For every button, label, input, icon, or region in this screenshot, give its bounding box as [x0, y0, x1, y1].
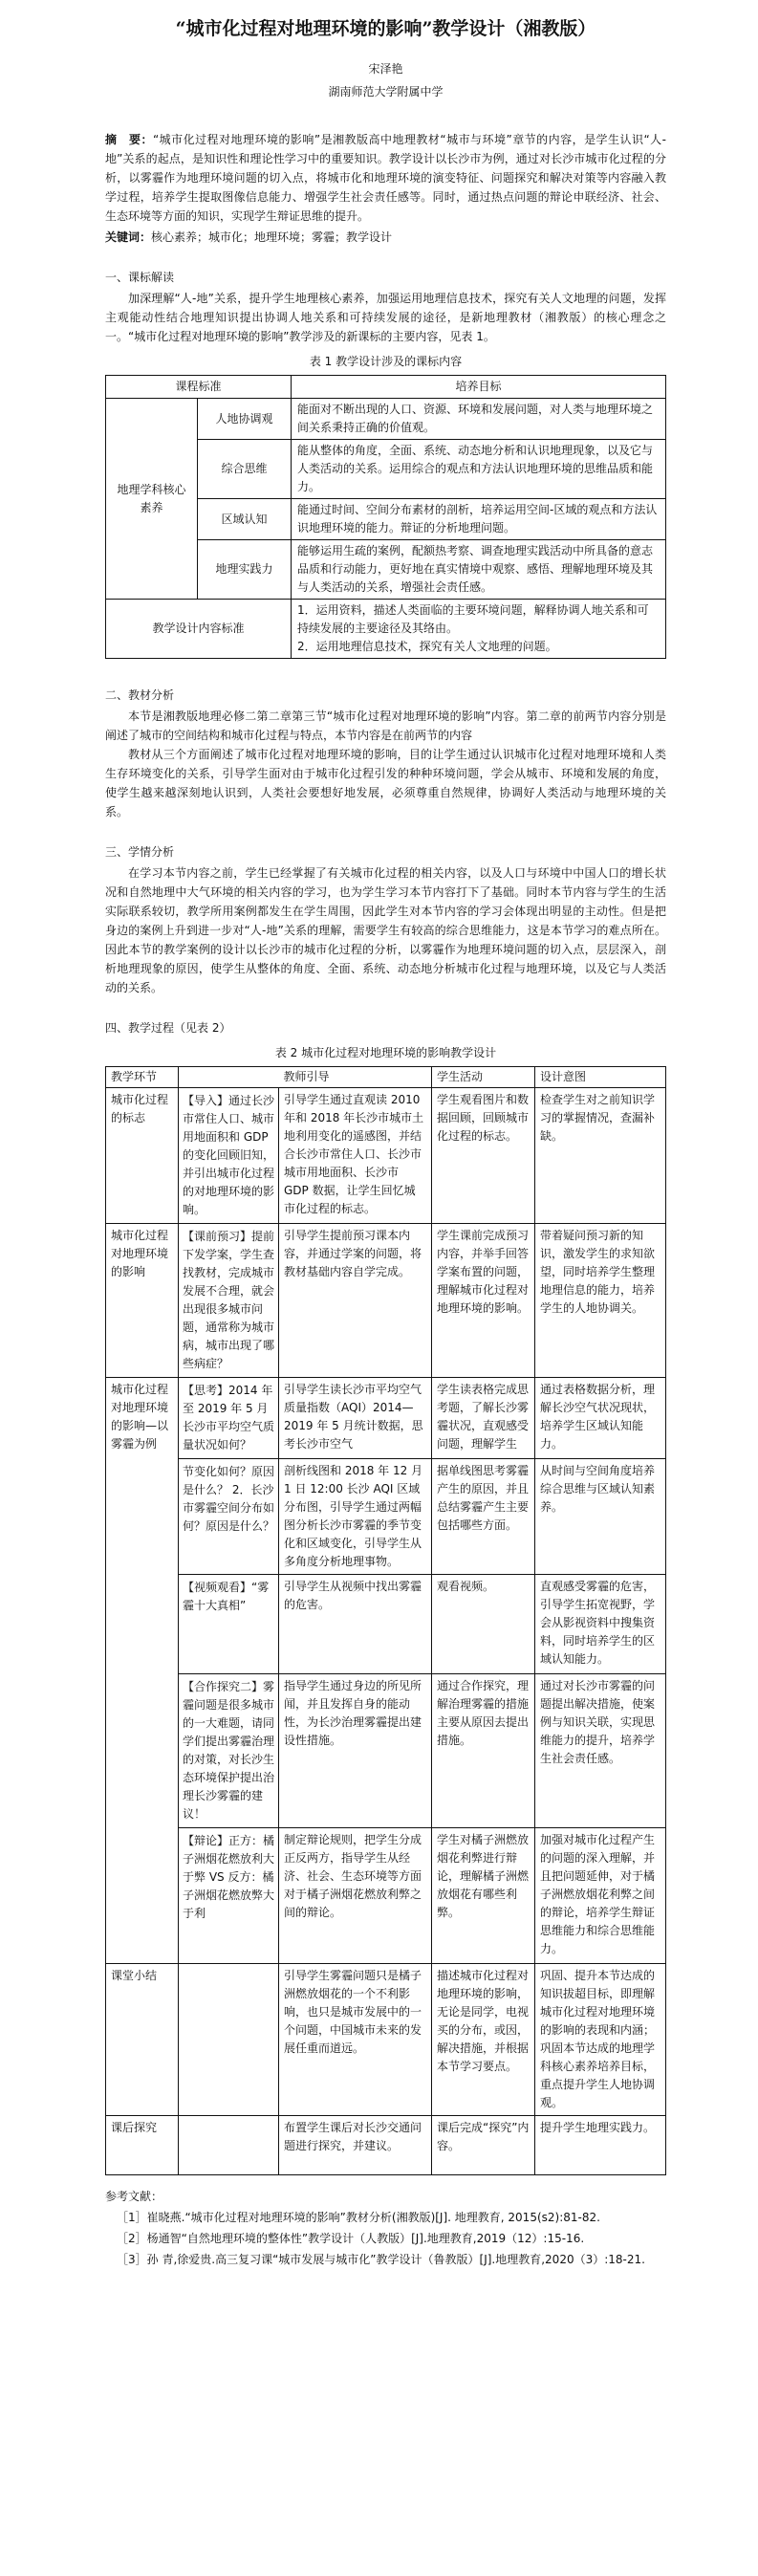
table-2-teacher-cell: 制定辩论规则，把学生分成正反两方，指导学生从经济、社会、生态环境等方面对于橘子洲烟花燃放利弊之间的辩论。	[279, 1828, 432, 1964]
table-1-row-text	[292, 600, 666, 659]
table-2-design-cell: 巩固、提升本节达成的知识拔超目标，即理解城市化过程对地理环境的影响的表现和内涵；巩固本节达成的地理学科核心素养培养目标，重点提升学生人地协调观。	[535, 1964, 666, 2116]
table-1-row-name: 人地协调观	[198, 399, 292, 440]
table-2-teacher-cell: 引导学生通过直观读 2010 年和 2018 年长沙市城市土地利用变化的遥感图，并结合长沙市常住人口、长沙市城市用地面积、长沙市 GDP 数据，让学生回忆城市化过程的标志。	[279, 1088, 432, 1224]
table-2-student-cell: 观看视频。	[432, 1575, 535, 1674]
table-1-header-row	[106, 376, 666, 399]
table-1-group-label: 地理学科核心素养	[106, 399, 198, 600]
section-3-paragraph: 在学习本节内容之前，学生已经掌握了有关城市化过程的相关内容，以及人口与环境中中国人口的增长状况和自然地理中大气环境的相关内容的学习，也为学生学习本节内容打下了基础。同时本节内容与学生的生活实际联系较切，教学所用案例都发生在学生周围，因此学生对本节内容的学习会体现出明显的主动性。但是把身边的案例上升到进一步对“人-地”关系的理解，需要学生有较高的综合思维能力，这是本节学习的难点所在。因此本节的教学案例的设计以长沙市的城市化过程的分析，以雾霾作为地理环境问题的切入点，层层深入，剖析地理现象的原因，使学生从整体的角度、全面、系统、动态地分析城市化过程与地理环境，以及它与人类活动的关系。	[105, 866, 666, 994]
table-1	[105, 375, 666, 659]
table-2-content-cell: 【辩论】正方：橘子洲烟花燃放利大于弊 VS 反方：橘子洲烟花燃放弊大于利	[179, 1828, 279, 1964]
table-2-teacher-cell: 引导学生提前预习课本内容，并通过学案的问题，将教材基础内容自学完成。	[279, 1224, 432, 1378]
keywords	[105, 228, 666, 247]
table-1-caption: 表 1 教学设计涉及的课标内容	[309, 355, 463, 368]
table-2-design-cell: 从时间与空间角度培养综合思维与区域认知素养。	[535, 1459, 666, 1575]
references	[105, 2187, 666, 2269]
section-2-paragraph-2: 教材从三个方面阐述了城市化过程对地理环境的影响，目的让学生通过认识城市化过程对地理环境和人类生存环境变化的关系，引导学生面对由于城市化过程引发的种种环境问题，学会从城市、环境和发展的角度，使学生越来越深刻地认识到，人类社会要想好地发展，必须尊重自然规律，协调好人类活动与地理环境的关系。	[105, 748, 666, 819]
table-1-row-text: 能通过时间、空间分布素材的剖析，培养运用空间-区域的观点和方法认识地理环境的能力。辩证的分析地理问题。	[292, 499, 666, 540]
abstract-text: “城市化过程对地理环境的影响”是湘教版高中地理教材“城市与环境”章节的内容，是学生认识“人-地”关系的起点，是知识性和理论性学习中的重要知识。教学设计以长沙市为例，通过对长沙市城市化过程的分析，以雾霾作为地理环境问题的切入点，将城市化和地理环境的演变特征、问题探究和解决对策等内容融入教学过程，培养学生提取图像信息能力、增强学生社会责任感等。同时，通过热点问题的辩论申联经济、社会、生态环境等方面的知识，实现学生辩证思维的提升。	[105, 133, 666, 223]
table-2-teacher-cell: 剖析线图和 2018 年 12 月 1 日 12:00 长沙 AQI 区域分布图，引导学生通过两幅图分析长沙市雾霾的季节变化和区域变化，引导学生从多角度分析地理事物。	[279, 1459, 432, 1575]
table-1-row-name: 地理实践力	[198, 540, 292, 600]
table-2-teacher-cell: 引导学生读长沙市平均空气质量指数（AQI）2014—2019 年 5 月统计数据，思考长沙市空气	[279, 1378, 432, 1459]
table-2-stage-cell: 城市化过程的标志	[106, 1088, 179, 1224]
table-row	[106, 1459, 666, 1575]
table-row	[106, 1828, 666, 1964]
table-2-design-cell: 检查学生对之前知识学习的掌握情况，查漏补缺。	[535, 1088, 666, 1224]
table-2-header-cell: 学生活动	[432, 1067, 535, 1088]
table-2-student-cell: 学生课前完成预习内容，并举手回答学案布置的问题，理解城市化过程对地理环境的影响。	[432, 1224, 535, 1378]
document-title: “城市化过程对地理环境的影响”教学设计（湘教版）	[175, 18, 596, 39]
table-2-teacher-cell: 布置学生课后对长沙交通问题进行探究，并建议。	[279, 2116, 432, 2175]
section-heading-1: 一、课标解读	[105, 271, 175, 284]
table-2-header-spacer	[179, 1067, 279, 1088]
table-2	[105, 1066, 666, 2175]
table-2-header-cell: 教学环节	[106, 1067, 179, 1088]
table-2-student-cell: 学生观看图片和数据回顾，回顾城市化过程的标志。	[432, 1088, 535, 1224]
table-2-design-cell: 直观感受雾霾的危害，引导学生拓宽视野，学会从影视资料中搜集资料，同时培养学生的区域认知能力。	[535, 1575, 666, 1674]
keywords-label: 关键词：	[105, 230, 152, 244]
table-2-student-cell: 课后完成“探究”内容。	[432, 2116, 535, 2175]
abstract-label: 摘 要：	[105, 133, 153, 146]
section-heading-2: 二、教材分析	[105, 688, 175, 702]
table-1-line: 2．运用地理信息技术，探究有关人文地理的问题。	[297, 640, 557, 653]
section-2-paragraph-1: 本节是湘教版地理必修二第二章第三节“城市化过程对地理环境的影响”内容。第二章的前两节内容分别是阐述了城市的空间结构和城市化过程与特点，本节内容是在前两节的内容	[105, 709, 666, 742]
table-2-design-cell: 带着疑问预习新的知识，激发学生的求知欲望，同时培养学生整理地理信息的能力，培养学生的人地协调关。	[535, 1224, 666, 1378]
table-2-content-cell	[179, 2116, 279, 2175]
reference-item: ［3］孙 青,徐爱贵.高三复习课“城市发展与城市化”教学设计（鲁教版）[J].地理教育,2020（3）:18-21.	[117, 2253, 645, 2266]
table-2-student-cell: 通过合作探究，理解治理雾霾的措施主要从原因去提出措施。	[432, 1674, 535, 1828]
table-2-student-cell: 据单线图思考雾霾产生的原因，并且总结雾霾产生主要包括哪些方面。	[432, 1459, 535, 1575]
table-2-teacher-cell: 引导学生雾霾问题只是橘子洲燃放烟花的一个不利影响，也只是城市发展中的一个问题，中国城市未来的发展任重而道远。	[279, 1964, 432, 2116]
table-2-content-cell: 【课前预习】提前下发学案，学生查找教材，完成城市发展不合理，就会出现很多城市问题，通常称为城市病，城市出现了哪些病症？	[179, 1224, 279, 1378]
table-1-row-text: 能从整体的角度，全面、系统、动态地分析和认识地理现象，以及它与人类活动的关系。运用综合的观点和方法认识地理环境的思维品质和能力。	[292, 440, 666, 499]
table-row	[106, 600, 666, 659]
table-2-design-cell: 通过对长沙市雾霾的问题提出解决措施，使案例与知识关联，实现思维能力的提升，培养学生社会责任感。	[535, 1674, 666, 1828]
table-2-teacher-cell: 指导学生通过身边的所见所闻，并且发挥自身的能动性，为长沙治理雾霾提出建设性措施。	[279, 1674, 432, 1828]
table-2-caption: 表 2 城市化过程对地理环境的影响教学设计	[274, 1046, 497, 1059]
table-1-row-name: 综合思维	[198, 440, 292, 499]
table-row	[106, 1575, 666, 1674]
abstract	[105, 130, 666, 226]
table-2-header-row	[106, 1067, 666, 1088]
section-heading-3: 三、学情分析	[105, 845, 175, 859]
table-2-student-cell: 描述城市化过程对地理环境的影响，无论是同学，电视买的分布，或因，解决措施，并根据本节学习要点。	[432, 1964, 535, 2116]
table-1-row-name: 区域认知	[198, 499, 292, 540]
table-2-content-cell	[179, 1964, 279, 2116]
reference-item: ［2］杨通智“自然地理环境的整体性”教学设计（人教版）[J].地理教育,2019（12）:15-16.	[117, 2232, 585, 2245]
table-row	[106, 1378, 666, 1459]
table-2-stage-cell: 课后探究	[106, 2116, 179, 2175]
table-1-row-text: 能面对不断出现的人口、资源、环境和发展问题，对人类与地理环境之间关系秉持正确的价值观。	[292, 399, 666, 440]
table-2-stage-cell: 城市化过程对地理环境的影响—以雾霾为例	[106, 1378, 179, 1964]
table-2-student-cell: 学生读表格完成思考题，了解长沙雾霾状况，直观感受问题，理解学生	[432, 1378, 535, 1459]
table-1-row-name: 教学设计内容标准	[106, 600, 292, 659]
table-1-header-cell: 课程标准	[106, 376, 292, 399]
table-row	[106, 399, 666, 440]
table-row	[106, 2116, 666, 2175]
table-2-teacher-cell: 引导学生从视频中找出雾霾的危害。	[279, 1575, 432, 1674]
author-affiliation: 湖南师范大学附属中学	[328, 85, 444, 98]
keywords-text: 核心素养；城市化；地理环境；雾霾；教学设计	[151, 230, 393, 244]
table-2-design-cell: 通过表格数据分析，理解长沙空气状况现状，培养学生区域认知能力。	[535, 1378, 666, 1459]
table-2-stage-cell: 课堂小结	[106, 1964, 179, 2116]
table-row	[106, 1224, 666, 1378]
table-2-content-cell: 【导入】通过长沙市常住人口、城市用地面积和 GDP 的变化回顾旧知，并引出城市化过程的对地理环境的影响。	[179, 1088, 279, 1224]
table-row	[106, 1964, 666, 2116]
table-2-header-cell: 教师引导	[279, 1067, 432, 1088]
author-name: 宋泽艳	[368, 62, 403, 76]
table-2-content-cell: 【合作探究二】雾霾问题是很多城市的一大难题，请同学们提出雾霾治理的对策，对长沙生态环境保护提出治理长沙雾霾的建议！	[179, 1674, 279, 1828]
table-row	[106, 1088, 666, 1224]
table-2-content-cell: 【视频观看】“雾霾十大真相”	[179, 1575, 279, 1674]
table-2-content-cell: 【思考】2014 年至 2019 年 5 月长沙市平均空气质量状况如何？	[179, 1378, 279, 1459]
table-2-body	[106, 1088, 666, 2175]
section-1-paragraph: 加深理解“人-地”关系，提升学生地理核心素养，加强运用地理信息技术，探究有关人文地理的问题，发挥主观能动性结合地理知识提出协调人地关系和可持续发展的途径，是新地理教材（湘教版）的核心理念之一。“城市化过程对地理环境的影响”教学涉及的新课标的主要内容，见表 1。	[105, 292, 666, 343]
table-1-row-text: 能够运用生疏的案例，配额热考察、调查地理实践活动中所具备的意志品质和行动能力，更好地在真实情境中观察、感悟、理解地理环境及其与人类活动的关系，增强社会责任感。	[292, 540, 666, 600]
section-heading-4: 四、教学过程（见表 2）	[105, 1021, 231, 1035]
table-row	[106, 1674, 666, 1828]
table-2-header-cell: 设计意图	[535, 1067, 666, 1088]
table-1-header-cell: 培养目标	[292, 376, 666, 399]
table-2-design-cell: 加强对城市化过程产生的问题的深入理解，并且把问题延伸，对于橘子洲燃放烟花利弊之间的辩论，培养学生辩证思维能力和综合思维能力。	[535, 1828, 666, 1964]
reference-item: ［1］崔晓燕.“城市化过程对地理环境的影响”教材分析(湘教版)[J]. 地理教育, 2015(s2):81-82.	[117, 2211, 600, 2224]
table-1-line: 1．运用资料，描述人类面临的主要环境问题，解释协调人地关系和可持续发展的主要途径及其络由。	[297, 603, 649, 635]
table-2-design-cell: 提升学生地理实践力。	[535, 2116, 666, 2175]
table-2-stage-cell: 城市化过程对地理环境的影响	[106, 1224, 179, 1378]
table-2-content-cell: 节变化如何？原因是什么？ 2．长沙市雾霾空间分布如何？原因是什么？	[179, 1459, 279, 1575]
references-label: 参考文献：	[105, 2190, 163, 2203]
table-2-student-cell: 学生对橘子洲燃放烟花利弊进行辩论，理解橘子洲燃放烟花有哪些利弊。	[432, 1828, 535, 1964]
